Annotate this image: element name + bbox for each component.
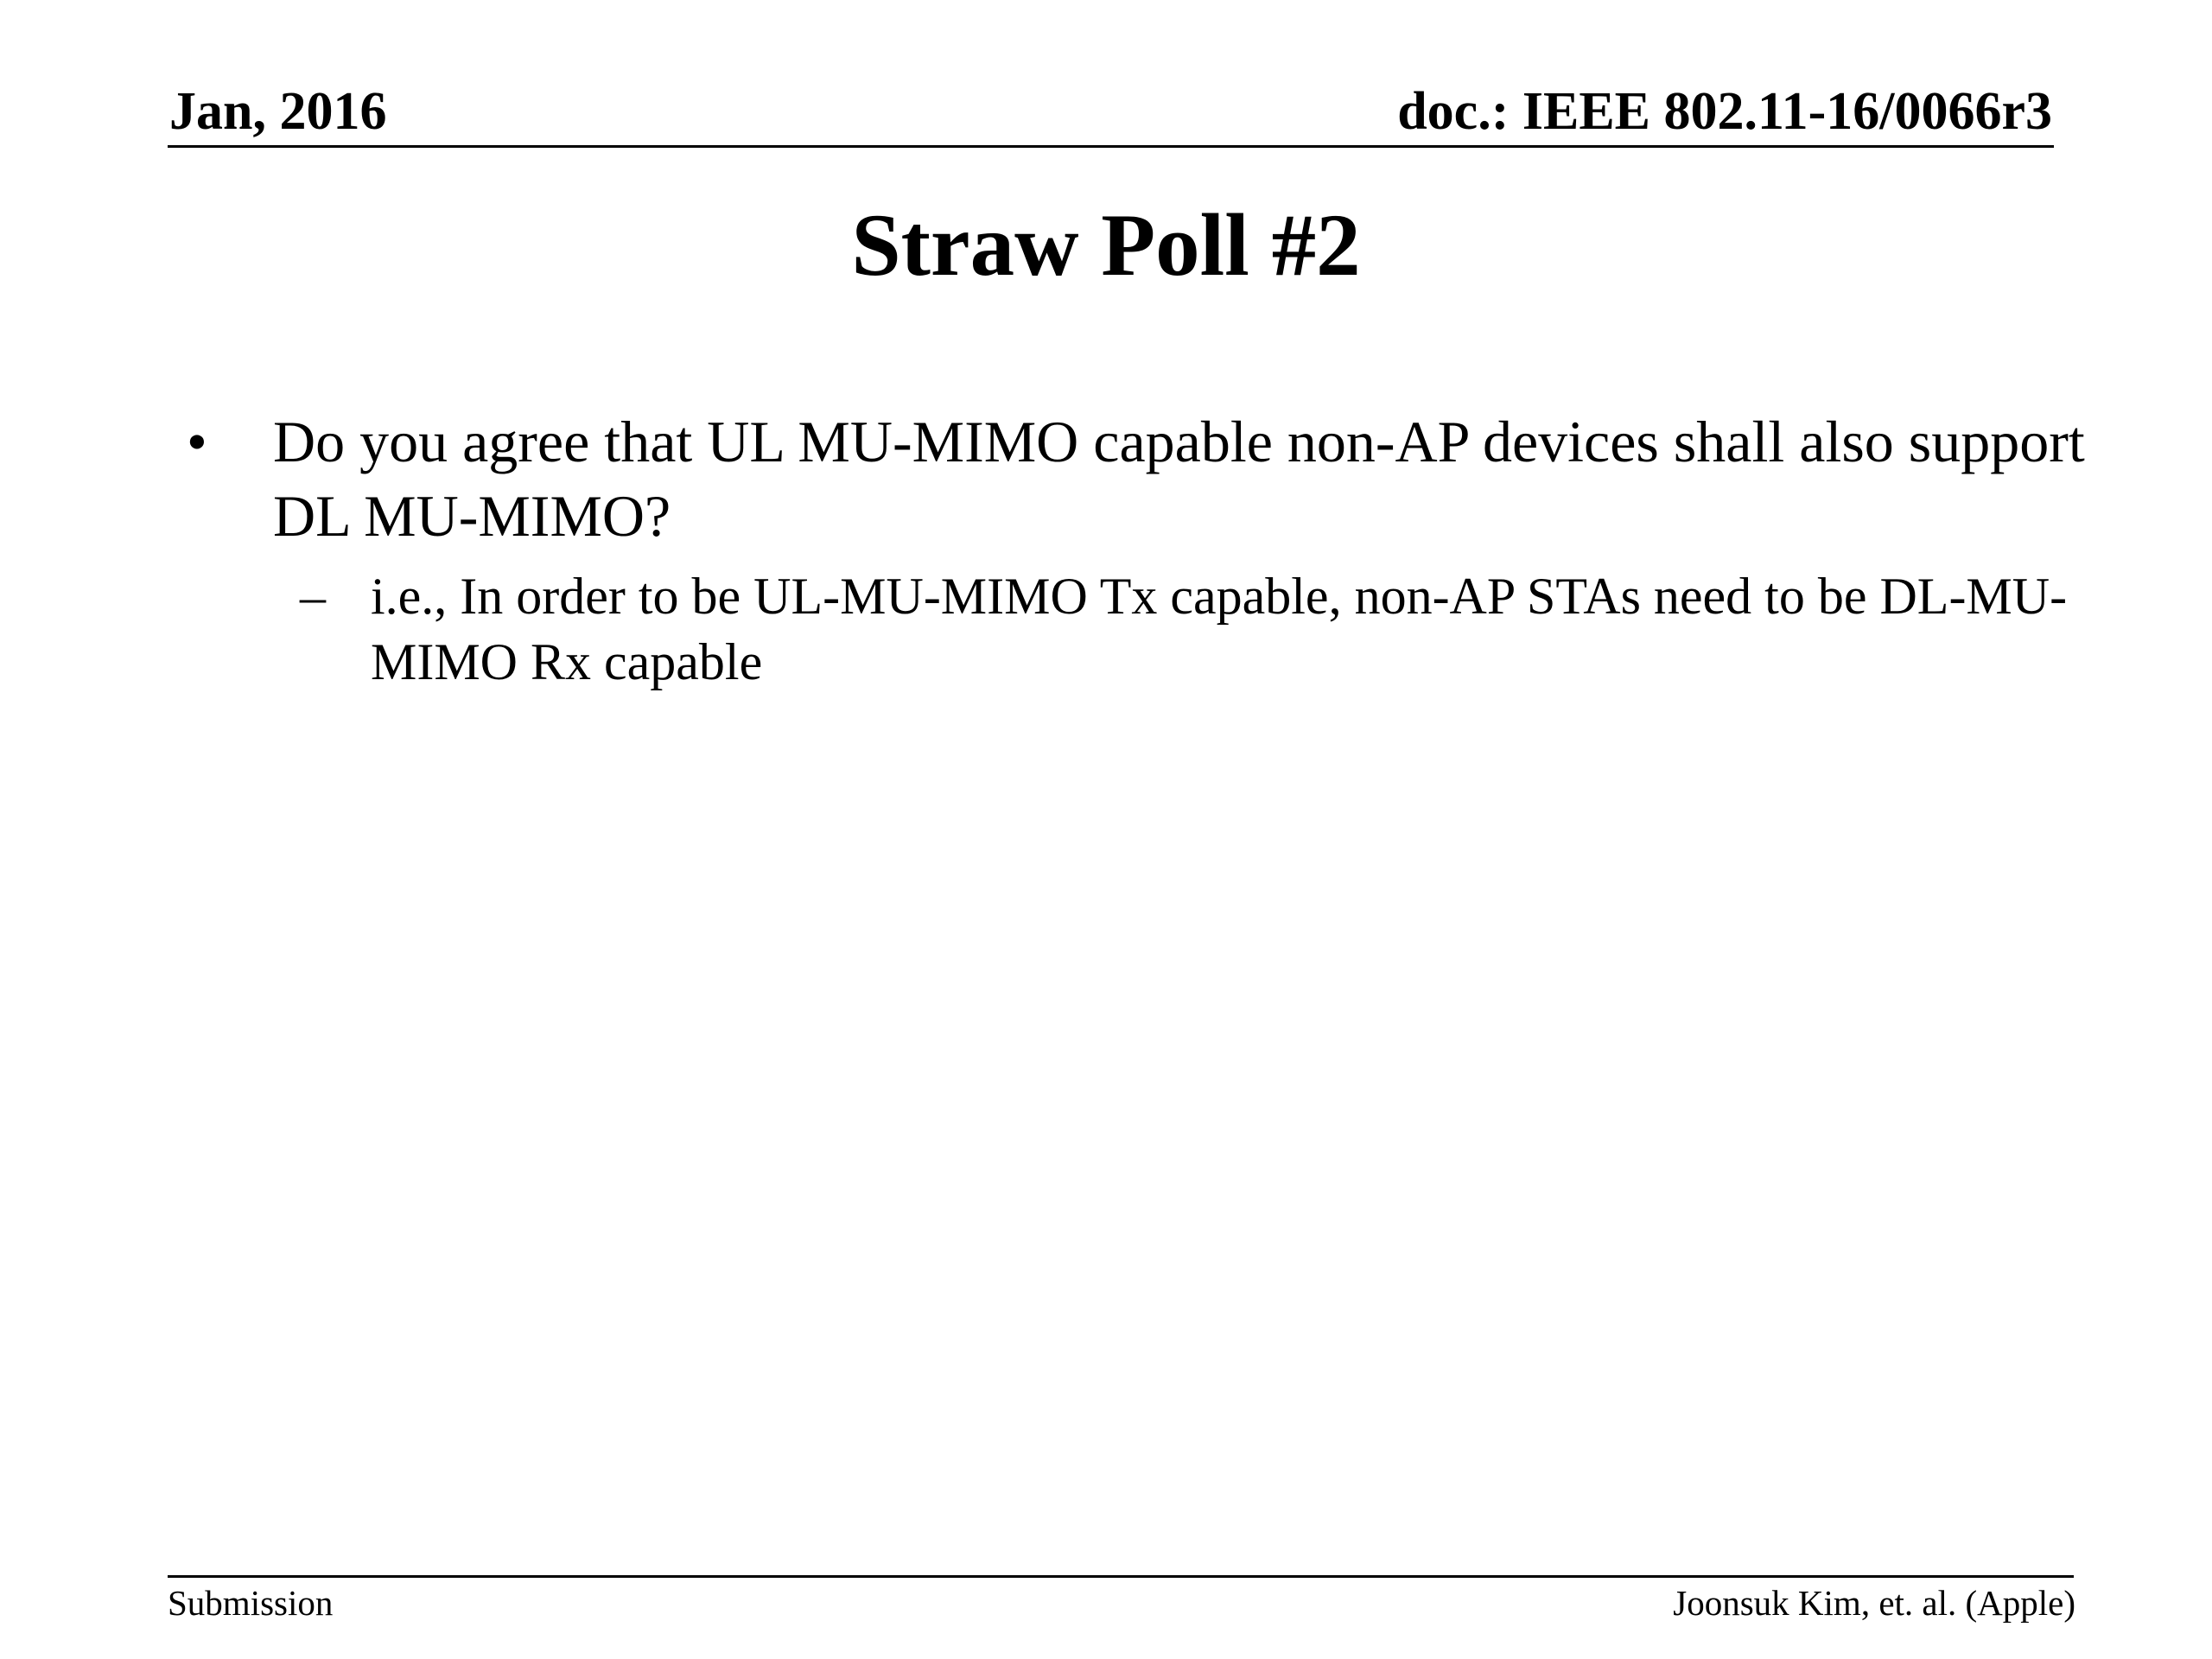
sub-bullet-text: i.e., In order to be UL-MU-MIMO Tx capable, non-AP STAs need to be DL-MU-MIMO Rx capable	[371, 568, 2068, 690]
slide-title: Straw Poll #2	[851, 196, 1361, 295]
bullet-text: Do you agree that UL MU-MIMO capable non-AP devices shall also support DL MU-MIMO?	[273, 409, 2085, 549]
footer-author: Joonsuk Kim, et. al. (Apple)	[1673, 1583, 2075, 1623]
header-divider	[168, 145, 2054, 148]
dash-icon: –	[300, 568, 326, 625]
header-doc-number: doc.: IEEE 802.11-16/0066r3	[1397, 82, 2052, 141]
bullet-icon: •	[187, 409, 207, 474]
footer-submission: Submission	[168, 1583, 334, 1623]
header-date: Jan, 2016	[169, 82, 387, 141]
footer-divider	[168, 1575, 2074, 1578]
